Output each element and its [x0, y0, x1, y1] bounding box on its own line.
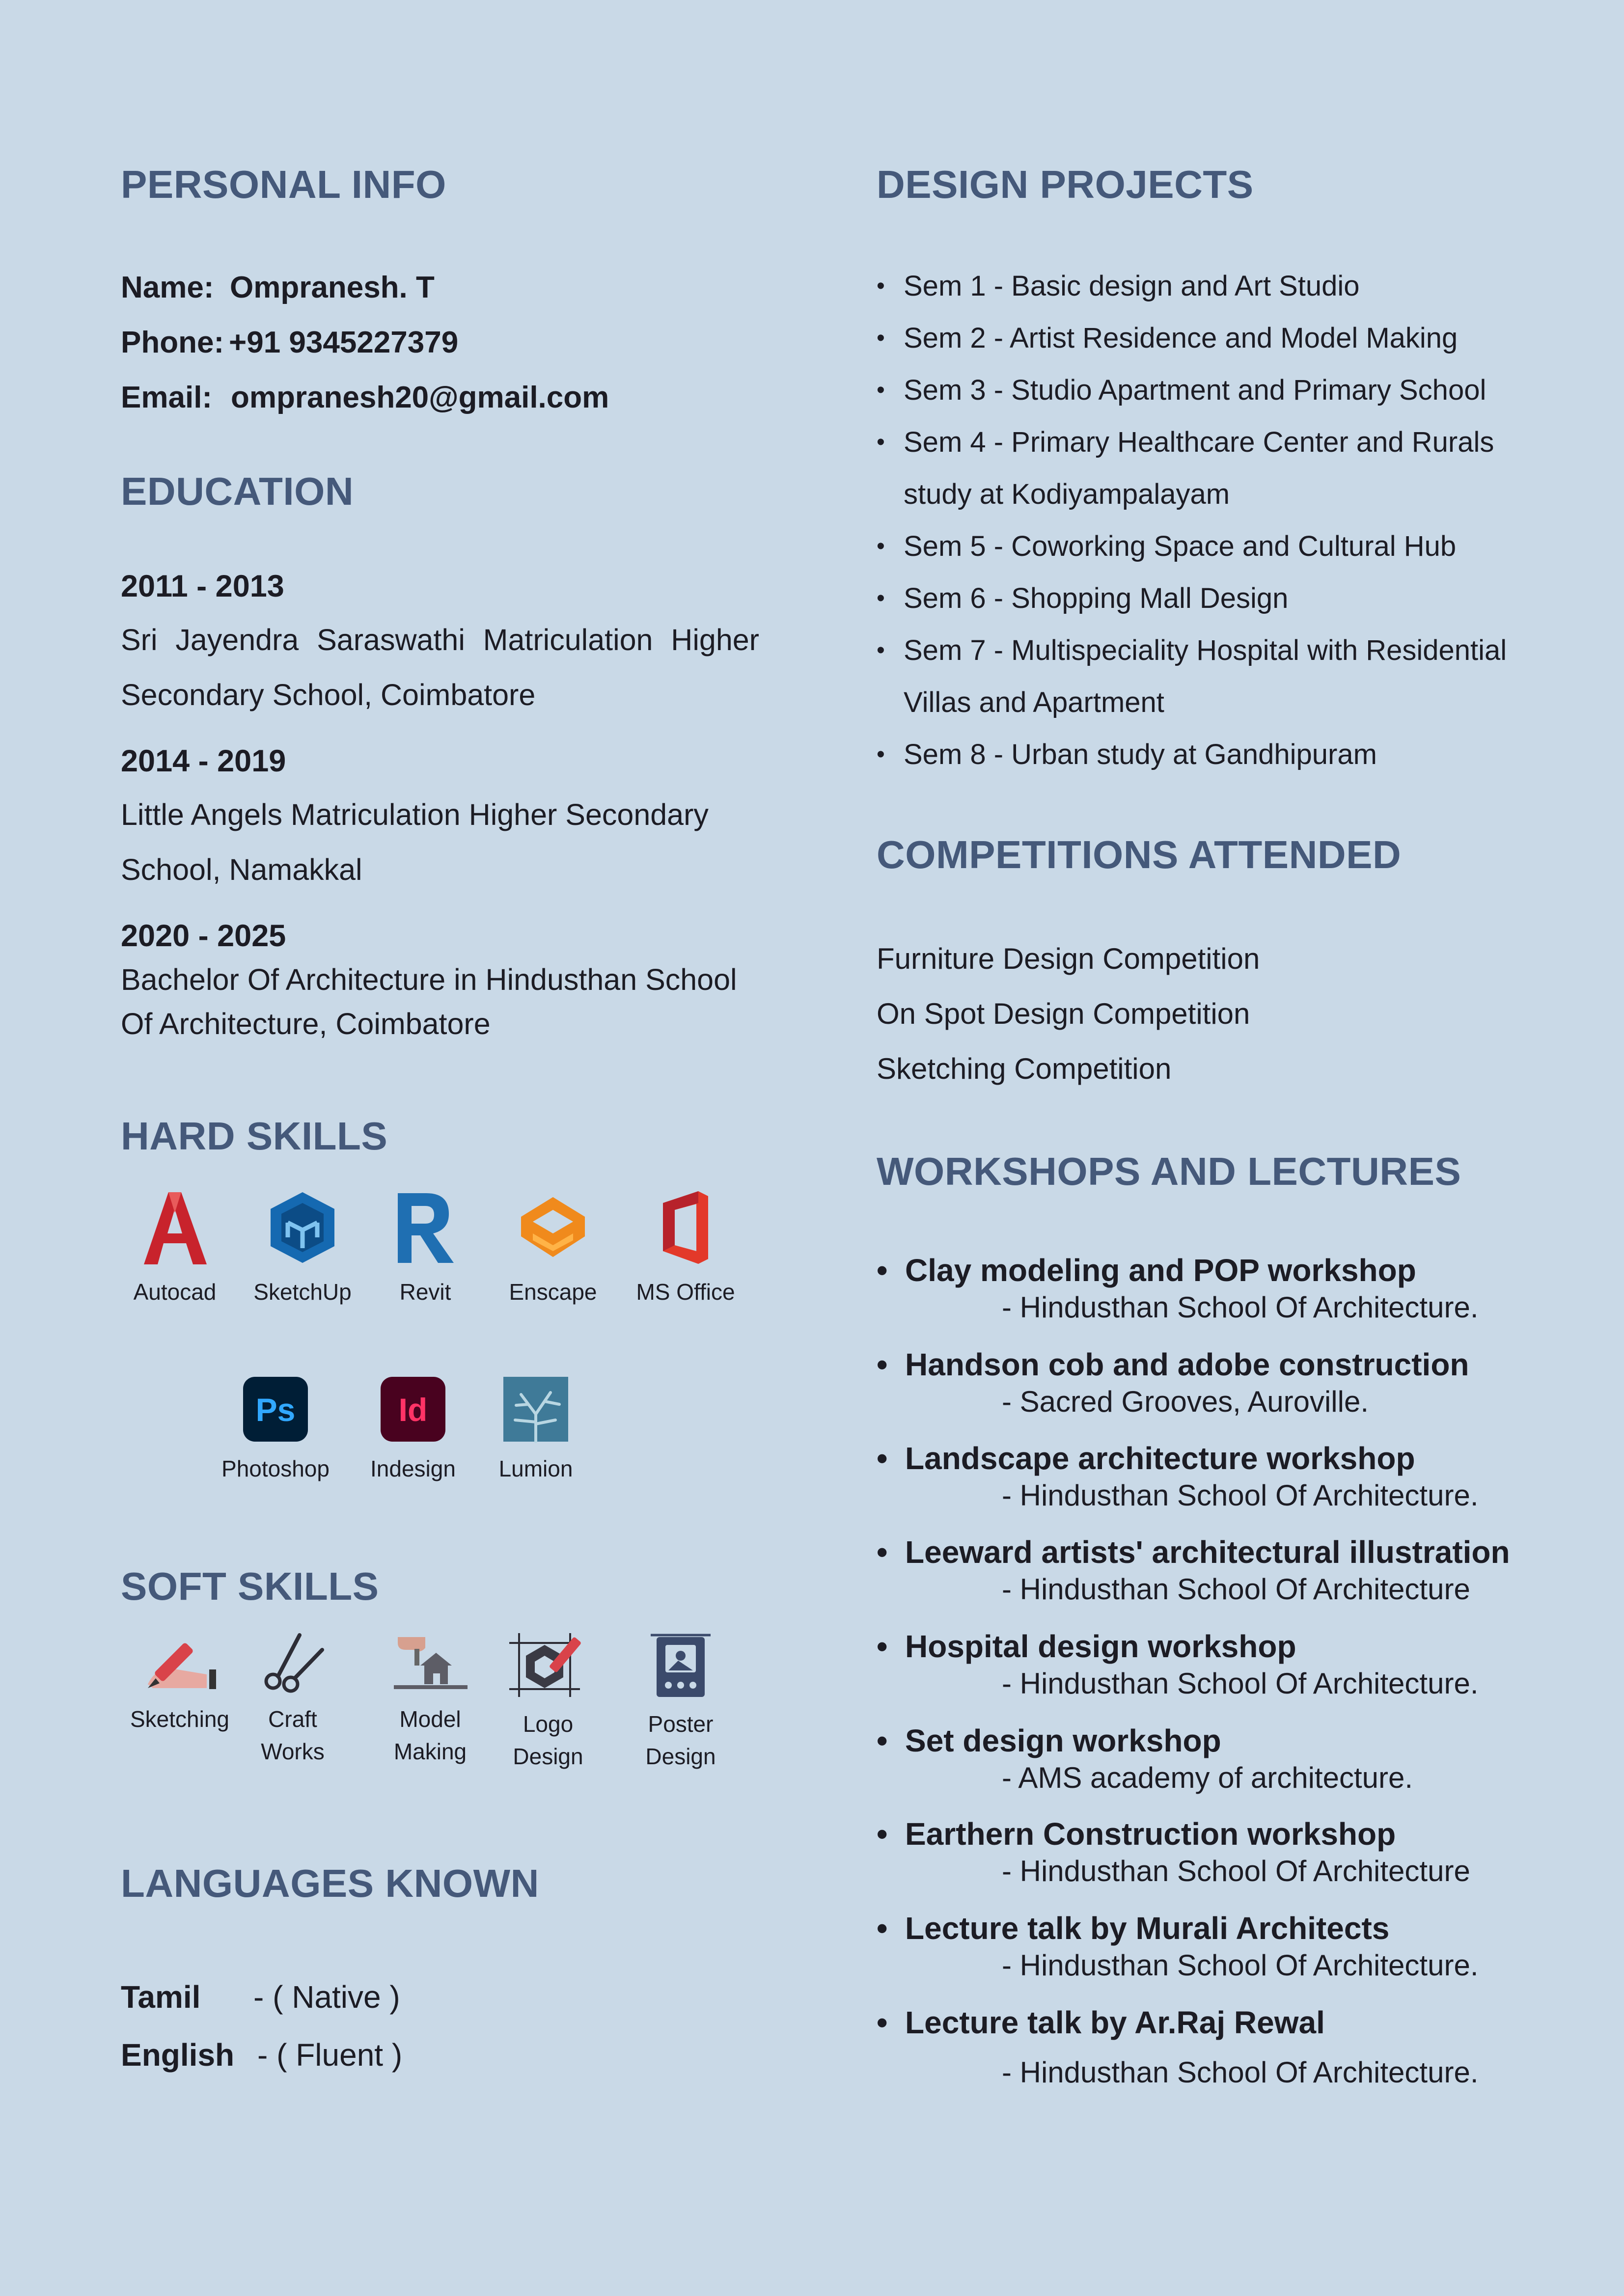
name-row	[121, 270, 435, 305]
name-label: Name:	[121, 271, 214, 304]
soft-skill-label: Model	[399, 1706, 461, 1732]
model-making-icon	[391, 1630, 469, 1694]
soft-skills-heading: SOFT SKILLS	[121, 1564, 379, 1608]
soft-skill-label: Design	[645, 1744, 716, 1769]
skill-label: MS Office	[636, 1279, 735, 1305]
soft-skill-label: Craft	[268, 1706, 317, 1732]
list-item: • Sem 2 - Artist Residence and Model Making	[877, 312, 1530, 364]
language-row	[121, 1979, 400, 2015]
workshop-venue: - Hindusthan School Of Architecture	[1002, 1573, 1470, 1606]
scissors-icon	[258, 1630, 327, 1694]
list-item: • Sem 1 - Basic design and Art Studio	[877, 260, 1530, 312]
workshop-venue: - Sacred Grooves, Auroville.	[1002, 1385, 1369, 1418]
list-item: • Sem 8 - Urban study at Gandhipuram	[877, 729, 1530, 781]
languages-heading: LANGUAGES KNOWN	[121, 1861, 539, 1905]
skill-revit	[376, 1188, 474, 1308]
design-projects-list	[877, 260, 1530, 781]
phone-label: Phone:	[121, 326, 224, 359]
skill-photoshop	[214, 1375, 337, 1485]
autocad-icon	[138, 1188, 212, 1267]
language-row	[121, 2037, 402, 2073]
workshop-venue: - Hindusthan School Of Architecture	[1002, 1855, 1470, 1887]
email-row	[121, 380, 609, 415]
workshops-heading: WORKSHOPS AND LECTURES	[877, 1149, 1461, 1193]
workshop-item	[877, 1440, 1530, 1512]
workshop-item	[877, 1346, 1530, 1419]
soft-skill-label: Sketching	[130, 1706, 229, 1732]
language-level: - ( Native )	[253, 1979, 400, 2015]
soft-skill-label: Works	[261, 1739, 325, 1764]
soft-skill-label: Poster	[648, 1711, 714, 1737]
skill-lumion	[484, 1375, 587, 1485]
workshop-title: • Lecture talk by Ar.Raj Rewal	[877, 2004, 1530, 2041]
education-school-line2: School, Namakkal	[121, 853, 362, 886]
workshop-title: • Hospital design workshop	[877, 1628, 1530, 1665]
sketching-icon	[138, 1630, 221, 1694]
education-years: 2011 - 2013	[121, 569, 284, 603]
name-value: Ompranesh. T	[230, 271, 435, 304]
workshop-venue: - Hindusthan School Of Architecture.	[1002, 1949, 1479, 1982]
svg-text:Id: Id	[398, 1392, 428, 1428]
skill-autocad	[121, 1188, 229, 1308]
personal-info-heading: PERSONAL INFO	[121, 163, 446, 206]
soft-skill-craft-works	[244, 1630, 342, 1768]
soft-skill-label: Making	[393, 1739, 467, 1764]
revit-icon	[391, 1188, 460, 1267]
education-school: Little Angels Matriculation Higher Secondary	[121, 798, 709, 831]
education-school-line2: Secondary School, Coimbatore	[121, 678, 536, 711]
language-name: Tamil	[121, 1979, 201, 2015]
design-projects-heading: DESIGN PROJECTS	[877, 163, 1254, 206]
phone-value: +91 9345227379	[229, 326, 459, 359]
workshop-item	[877, 2004, 1530, 2089]
education-school: Sri Jayendra Saraswathi Matriculation Higher	[121, 623, 759, 656]
skill-label: Enscape	[509, 1279, 597, 1305]
phone-row	[121, 325, 458, 360]
indesign-icon	[379, 1375, 447, 1444]
workshop-title: • Clay modeling and POP workshop	[877, 1252, 1530, 1288]
skill-enscape	[499, 1188, 607, 1308]
list-item: • Sem 7 - Multispeciality Hospital with Residential Villas and Apartment	[877, 625, 1530, 729]
workshop-title: • Lecture talk by Murali Architects	[877, 1910, 1530, 1946]
education-years: 2020 - 2025	[121, 919, 286, 953]
workshop-item	[877, 1534, 1530, 1606]
workshop-title: • Set design workshop	[877, 1722, 1530, 1759]
workshop-title: • Leeward artists' architectural illustration	[877, 1534, 1530, 1570]
poster-icon	[649, 1630, 713, 1699]
email-label: Email:	[121, 381, 213, 414]
skill-label: Photoshop	[221, 1456, 330, 1481]
competition-item: Furniture Design Competition	[877, 942, 1260, 975]
skill-label: Lumion	[498, 1456, 573, 1481]
soft-skill-logo-design	[499, 1630, 597, 1773]
workshop-venue: - Hindusthan School Of Architecture.	[1002, 1479, 1479, 1512]
soft-skill-sketching	[121, 1630, 239, 1735]
workshop-title: • Landscape architecture workshop	[877, 1440, 1530, 1476]
education-heading: EDUCATION	[121, 469, 354, 513]
competitions-heading: COMPETITIONS ATTENDED	[877, 833, 1402, 876]
skill-ms-office	[632, 1188, 740, 1308]
workshop-title: • Earthern Construction workshop	[877, 1816, 1530, 1852]
education-school-line2: Of Architecture, Coimbatore	[121, 1007, 491, 1040]
workshop-title: • Handson cob and adobe construction	[877, 1346, 1530, 1383]
soft-skill-model-making	[376, 1630, 484, 1768]
education-school: Bachelor Of Architecture in Hindusthan School	[121, 963, 737, 996]
hard-skills-heading: HARD SKILLS	[121, 1114, 388, 1158]
education-years: 2014 - 2019	[121, 744, 286, 778]
logo-design-icon	[506, 1630, 590, 1699]
competition-item: On Spot Design Competition	[877, 997, 1250, 1030]
lumion-icon	[501, 1375, 570, 1444]
workshop-item	[877, 1910, 1530, 1982]
soft-skill-label: Logo	[523, 1711, 574, 1737]
skill-label: SketchUp	[253, 1279, 352, 1305]
photoshop-icon	[241, 1375, 310, 1444]
list-item: • Sem 3 - Studio Apartment and Primary School	[877, 364, 1530, 416]
competition-item: Sketching Competition	[877, 1052, 1172, 1085]
workshop-venue: - Hindusthan School Of Architecture.	[1002, 2056, 1479, 2089]
soft-skill-poster-design	[632, 1630, 730, 1773]
workshop-item	[877, 1816, 1530, 1888]
list-item: • Sem 5 - Coworking Space and Cultural Hub	[877, 520, 1530, 573]
skill-label: Autocad	[133, 1279, 217, 1305]
ms-office-icon	[651, 1188, 720, 1267]
svg-text:Ps: Ps	[255, 1392, 296, 1428]
workshop-item	[877, 1722, 1530, 1795]
soft-skill-label: Design	[513, 1744, 583, 1769]
workshop-venue: - AMS academy of architecture.	[1002, 1761, 1413, 1794]
email-value[interactable]: ompranesh20@gmail.com	[231, 381, 609, 414]
sketchup-icon	[266, 1188, 339, 1267]
list-item: • Sem 6 - Shopping Mall Design	[877, 573, 1530, 625]
language-level: - ( Fluent )	[257, 2037, 403, 2073]
skill-sketchup	[248, 1188, 357, 1308]
language-name: English	[121, 2037, 235, 2073]
enscape-icon	[516, 1188, 590, 1267]
workshop-venue: - Hindusthan School Of Architecture.	[1002, 1667, 1479, 1700]
workshop-item	[877, 1252, 1530, 1324]
skill-label: Revit	[399, 1279, 451, 1305]
workshop-item	[877, 1628, 1530, 1700]
skill-indesign	[357, 1375, 469, 1485]
skill-label: Indesign	[370, 1456, 456, 1481]
list-item: • Sem 4 - Primary Healthcare Center and Rurals study at Kodiyampalayam	[877, 416, 1530, 520]
workshop-venue: - Hindusthan School Of Architecture.	[1002, 1291, 1479, 1324]
